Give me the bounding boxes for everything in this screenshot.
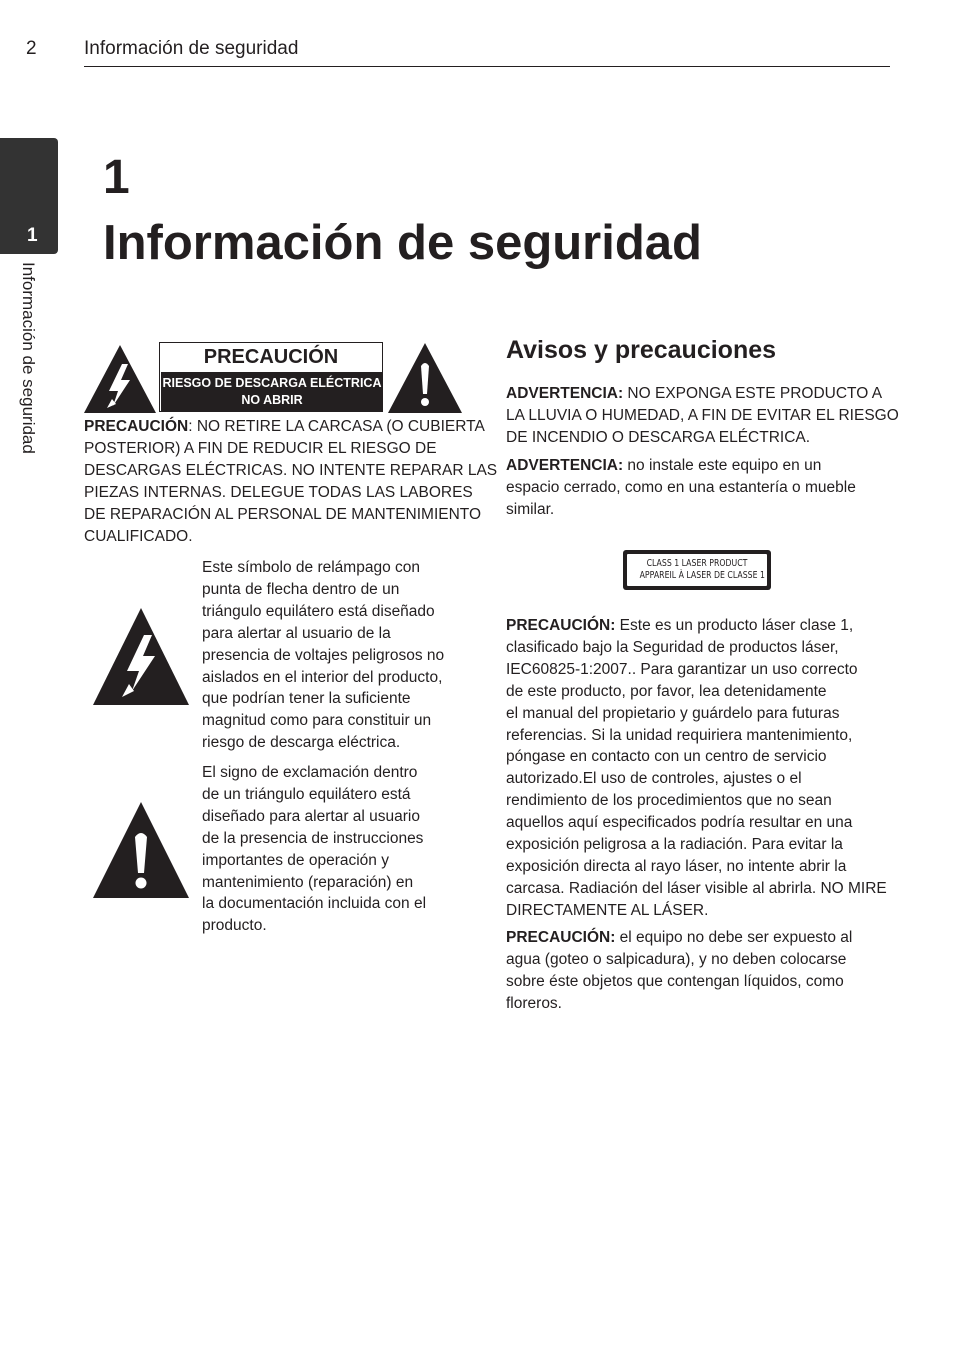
warning-paragraph-1 [506,383,906,449]
text-line: similar. [506,500,555,518]
caution-prefix: PRECAUCIÓN: [506,929,616,946]
chapter-title: Información de seguridad [103,216,702,270]
text-line: magnitud como para constituir un [202,712,432,730]
chapter-number: 1 [103,151,130,204]
text-line: floreros. [506,994,562,1012]
text-line: riesgo de descarga eléctrica. [202,734,401,752]
side-tab-label: Información de seguridad [19,262,38,454]
caution-paragraph [84,416,498,547]
text-line: presencia de voltajes peligrosos no [202,646,445,664]
text-line: para alertar al usuario de la [202,624,391,642]
text-line: carcasa. Radiación del láser visible al abrirla. NO MIRE [506,879,887,897]
text-line: PIEZAS INTERNAS. DELEGUE TODAS LAS LABORES [84,483,473,501]
text-line: LA LLUVIA O HUMEDAD, A FIN DE EVITAR EL RIESGO [506,406,899,424]
text-line: punta de flecha dentro de un [202,580,400,598]
text-line: importantes de operación y [202,851,389,869]
text-line: el equipo no debe ser expuesto al [615,929,853,946]
text-line: de la presencia de instrucciones [202,829,424,847]
text-line: triángulo equilátero está diseñado [202,602,435,620]
text-line: póngase en contacto con un centro de servicio [506,748,827,766]
text-line: rendimiento de los procedimientos que no sean [506,792,832,810]
text-line: no instale este equipo en un [623,457,822,474]
page-number: 2 [26,38,37,59]
caution-water-paragraph [506,927,906,1015]
exclamation-description [202,762,474,937]
text-line: sobre éste objetos que contengan líquidos, como [506,972,844,990]
caution-label-subtext [161,372,383,412]
text-line: exposición directa al rayo láser, no intente abrir la [506,857,847,875]
text-line: el manual del propietario y guárdelo para futuras [506,704,840,722]
text-line: mantenimiento (reparación) en [202,873,414,891]
warning-prefix: ADVERTENCIA: [506,385,624,402]
text-line: DIRECTAMENTE AL LÁSER. [506,901,709,919]
lightning-warning-icon [83,344,157,414]
warning-paragraph-2 [506,455,906,521]
text-line: de un triángulo equilátero está [202,785,411,803]
text-line: CUALIFICADO. [84,527,193,545]
text-line: exposición peligrosa a la radiación. Para evitar la [506,836,843,854]
running-header-title: Información de seguridad [84,38,299,59]
text-line: DE INCENDIO O DESCARGA ELÉCTRICA. [506,428,811,446]
laser-label-line-1: CLASS 1 LASER PRODUCT [646,558,748,569]
exclamation-symbol-icon [92,801,190,899]
caution-prefix: PRECAUCIÓN: [506,617,616,634]
text-line: Este símbolo de relámpago con [202,559,420,576]
text-line: NO EXPONGA ESTE PRODUCTO A [623,385,883,402]
caution-label-line: RIESGO DE DESCARGA ELÉCTRICA [162,376,382,390]
text-line: aquellos aquí especificados podría resultar en una [506,814,853,832]
text-line: Este es un producto láser clase 1, [615,617,854,634]
text-line: diseñado para alertar al usuario [202,807,420,825]
text-line: POSTERIOR) A FIN DE REDUCIR EL RIESGO DE [84,439,437,457]
header-rule [84,66,890,67]
text-line: clasificado bajo la Seguridad de productos láser, [506,638,839,656]
lightning-symbol-icon [92,607,190,706]
warning-prefix: ADVERTENCIA: [506,457,624,474]
text-line: IEC60825-1:2007.. Para garantizar un uso correcto [506,660,858,678]
laser-label-line-2: APPAREIL À LASER DE CLASSE 1 [639,570,765,581]
text-line: que podrían tener la suficiente [202,690,411,708]
caution-label-line: NO ABRIR [241,393,303,407]
caution-laser-paragraph [506,615,906,922]
caution-prefix: PRECAUCIÓN [84,418,189,435]
text-line: autorizado.El uso de controles, ajustes o el [506,770,802,788]
text-line: aislados en el interior del producto, [202,668,443,686]
lightning-description [202,557,474,754]
text-line: El signo de exclamación dentro [202,764,418,781]
side-tab-number: 1 [27,225,38,246]
text-line: DESCARGAS ELÉCTRICAS. NO INTENTE REPARAR LAS [84,461,498,479]
text-line: DE REPARACIÓN AL PERSONAL DE MANTENIMIENTO [84,505,482,523]
caution-label-heading: PRECAUCIÓN [203,346,339,368]
text-line: : NO RETIRE LA CARCASA (O CUBIERTA [188,418,485,435]
section-title: Avisos y precauciones [506,336,777,364]
text-line: la documentación incluida con el [202,895,427,913]
exclamation-warning-icon [387,342,463,414]
text-line: agua (goteo o salpicadura), y no deben colocarse [506,950,847,968]
text-line: referencias. Si la unidad requiriera mantenimiento, [506,726,853,744]
text-line: producto. [202,917,267,935]
text-line: espacio cerrado, como en una estantería o mueble [506,478,856,496]
text-line: de este producto, por favor, lea detenidamente [506,682,827,700]
